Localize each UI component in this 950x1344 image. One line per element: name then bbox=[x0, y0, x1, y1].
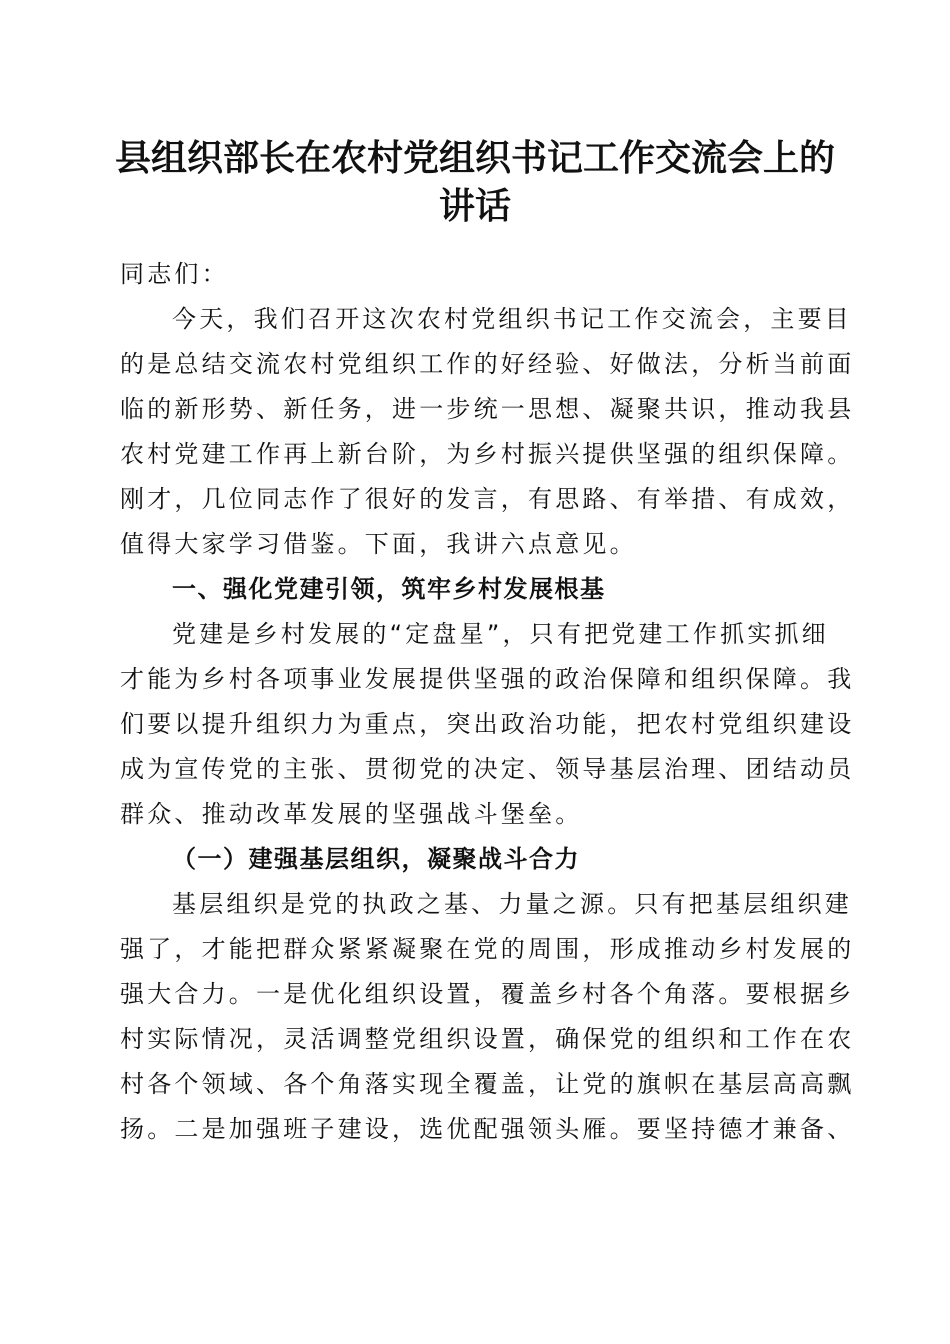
paragraph-line: 今天，我们召开这次农村党组织书记工作交流会，主要目 bbox=[172, 305, 852, 333]
salutation: 同志们： bbox=[120, 260, 229, 288]
title-line-2: 讲话 bbox=[438, 185, 511, 227]
paragraph-line: 才能为乡村各项事业发展提供坚强的政治保障和组织保障。我 bbox=[120, 665, 855, 693]
paragraph-line: 村实际情况，灵活调整党组织设置，确保党的组织和工作在农 bbox=[120, 1025, 855, 1053]
paragraph-line: 农村党建工作再上新台阶，为乡村振兴提供坚强的组织保障。 bbox=[120, 440, 855, 468]
section-heading: 一、强化党建引领，筑牢乡村发展根基 bbox=[172, 575, 606, 603]
title-line-1: 县组织部长在农村党组织书记工作交流会上的 bbox=[114, 137, 835, 179]
paragraph-line: 强大合力。一是优化组织设置，覆盖乡村各个角落。要根据乡 bbox=[120, 980, 855, 1008]
paragraph-line: 基层组织是党的执政之基、力量之源。只有把基层组织建 bbox=[172, 890, 852, 918]
paragraph-line: 群众、推动改革发展的坚强战斗堡垒。 bbox=[120, 800, 583, 828]
paragraph-line: 们要以提升组织力为重点，突出政治功能，把农村党组织建设 bbox=[120, 710, 855, 738]
document-body bbox=[120, 252, 855, 1152]
document-title bbox=[110, 134, 840, 230]
paragraph-line: 村各个领域、各个角落实现全覆盖，让党的旗帜在基层高高飘 bbox=[120, 1070, 855, 1098]
paragraph-line: 强了，才能把群众紧紧凝聚在党的周围，形成推动乡村发展的 bbox=[120, 935, 855, 963]
paragraph-line: 刚才，几位同志作了很好的发言，有思路、有举措、有成效， bbox=[120, 485, 855, 513]
paragraph-line: 值得大家学习借鉴。下面，我讲六点意见。 bbox=[120, 530, 637, 558]
paragraph-line: 成为宣传党的主张、贯彻党的决定、领导基层治理、团结动员 bbox=[120, 755, 855, 783]
subsection-heading: （一）建强基层组织，凝聚战斗合力 bbox=[172, 845, 580, 873]
paragraph-line: 临的新形势、新任务，进一步统一思想、凝聚共识，推动我县 bbox=[120, 395, 855, 423]
paragraph-line: 的是总结交流农村党组织工作的好经验、好做法，分析当前面 bbox=[120, 350, 855, 378]
paragraph-line: 党建是乡村发展的“定盘星”，只有把党建工作抓实抓细 bbox=[172, 620, 829, 648]
paragraph-line: 扬。二是加强班子建设，选优配强领头雁。要坚持德才兼备、 bbox=[120, 1115, 855, 1143]
